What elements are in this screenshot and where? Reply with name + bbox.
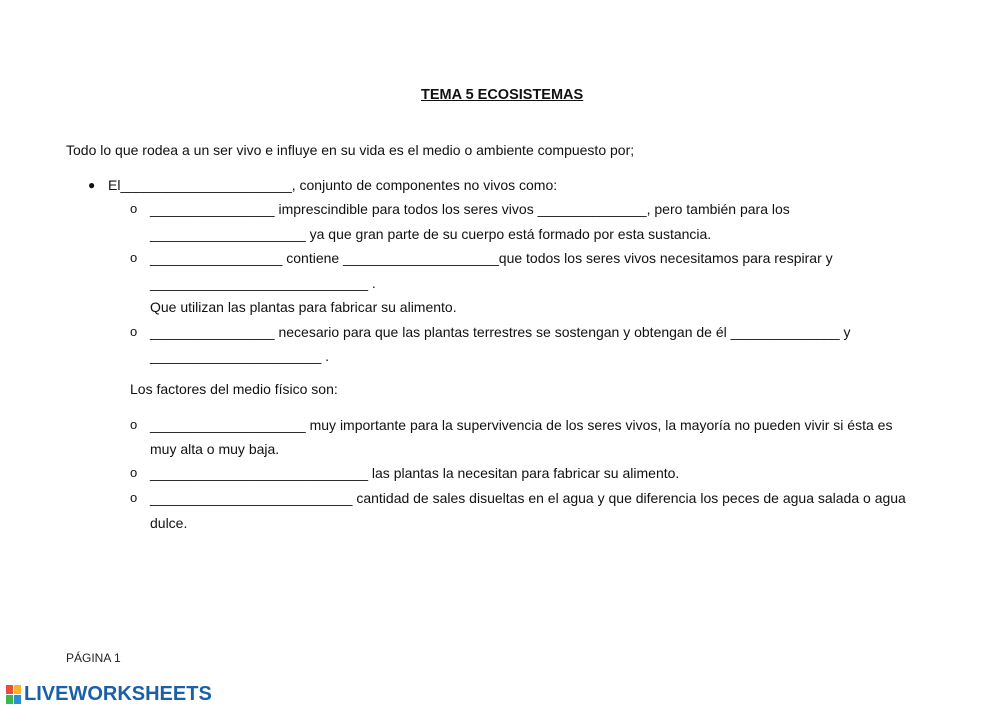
sub-marker: o	[130, 417, 138, 432]
page-title: TEMA 5 ECOSISTEMAS	[421, 87, 584, 103]
item-water-line1: ________________ imprescindible para todos los seres vivos ______________, pero también para los	[150, 201, 790, 217]
sub-marker: o	[130, 324, 138, 339]
sub-marker: o	[130, 201, 138, 216]
factor-temperature-line2: muy alta o muy baja.	[150, 441, 280, 457]
factor-salinity-line2: dulce.	[150, 515, 188, 531]
item-air-line3: Que utilizan las plantas para fabricar su alimento.	[150, 299, 457, 315]
sub-marker: o	[130, 490, 138, 505]
item-air-line1: _________________ contiene ____________________que todos los seres vivos necesitamos para respirar y	[150, 250, 833, 266]
sub-marker: o	[130, 250, 138, 265]
sub-marker: o	[130, 465, 138, 480]
logo-text: LIVEWORKSHEETS	[24, 682, 212, 705]
item-water-line2: ____________________ ya que gran parte de su cuerpo está formado por esta sustancia.	[150, 226, 712, 242]
factors-heading: Los factores del medio físico son:	[130, 381, 338, 397]
factor-temperature-line1: ____________________ muy importante para la supervivencia de los seres vivos, la mayoría no pueden vivir si ésta es	[150, 417, 893, 433]
factor-light-line1: ____________________________ las plantas la necesitan para fabricar su alimento.	[150, 465, 680, 481]
factor-salinity-line1: __________________________ cantidad de sales disueltas en el agua y que diferencia los peces de agua salada o agua	[150, 490, 906, 506]
page-number: PÁGINA 1	[66, 651, 121, 665]
liveworksheets-icon	[6, 685, 21, 704]
item-air-line2: ____________________________ .	[150, 275, 376, 291]
bullet-marker: ●	[88, 178, 96, 192]
item-abiotic-lead: El______________________, conjunto de componentes no vivos como:	[108, 177, 558, 193]
item-soil-line2: ______________________ .	[150, 348, 330, 364]
liveworksheets-logo[interactable]	[6, 683, 212, 705]
intro-text: Todo lo que rodea a un ser vivo e influye en su vida es el medio o ambiente compuesto por;	[66, 142, 635, 158]
item-soil-line1: ________________ necesario para que las plantas terrestres se sostengan y obtengan de él ______________ y	[150, 324, 851, 340]
